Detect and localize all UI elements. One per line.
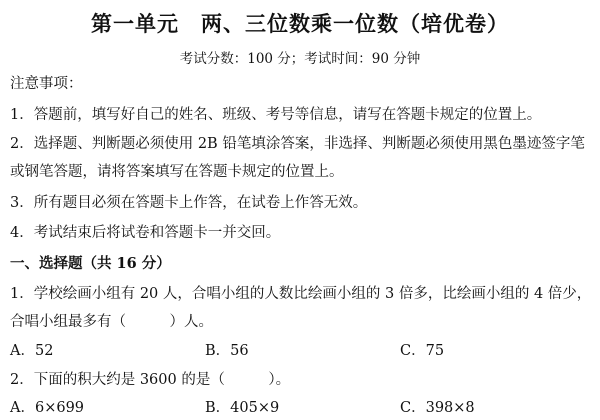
question-1-option-b: B．56 bbox=[205, 343, 249, 359]
notes-heading: 注意事项： bbox=[10, 76, 83, 92]
question-1-option-a: A．52 bbox=[10, 343, 54, 359]
note-item-4: 4．考试结束后将试卷和答题卡一并交回。 bbox=[10, 225, 281, 241]
question-2-option-b: B．405×9 bbox=[205, 400, 280, 416]
question-1-option-c: C．75 bbox=[400, 343, 445, 359]
note-item-2: 2．选择题、判断题必须使用 2B 铅笔填涂答案，非选择、判断题必须使用黑色墨迹签字笔 bbox=[10, 136, 585, 152]
page-title: 第一单元 两、三位数乘一位数（培优卷） bbox=[91, 11, 509, 36]
question-1-text-cont: 合唱小组最多有（ ）人。 bbox=[10, 314, 213, 330]
section-heading: 一、选择题（共 16 分） bbox=[10, 255, 171, 272]
question-1-text: 1．学校绘画小组有 20 人，合唱小组的人数比绘画小组的 3 倍多，比绘画小组的 4 倍少， bbox=[10, 286, 592, 302]
question-2-option-c: C．398×8 bbox=[400, 400, 475, 416]
note-item-2-cont: 或钢笔答题，请将答案填写在答题卡规定的位置上。 bbox=[10, 164, 344, 180]
note-item-1: 1．答题前，填写好自己的姓名、班级、考号等信息，请写在答题卡规定的位置上。 bbox=[10, 107, 542, 123]
exam-info: 考试分数：100 分；考试时间：90 分钟 bbox=[179, 51, 421, 67]
question-2-text: 2．下面的积大约是 3600 的是（ ）。 bbox=[10, 372, 291, 388]
question-2-option-a: A．6×699 bbox=[10, 400, 85, 416]
note-item-3: 3．所有题目必须在答题卡上作答，在试卷上作答无效。 bbox=[10, 195, 368, 211]
